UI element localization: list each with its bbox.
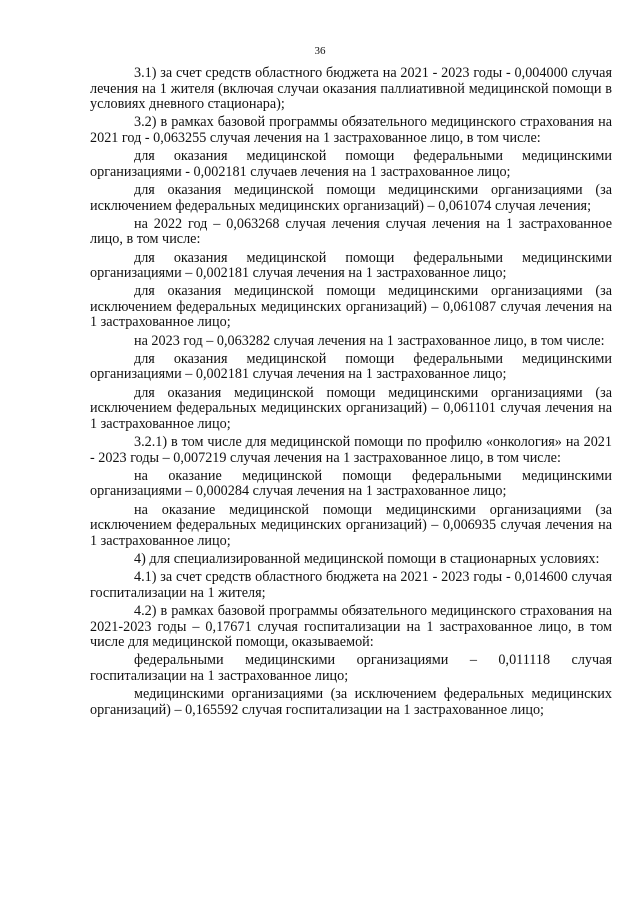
paragraph-3-2-1-oncology: 3.2.1) в том числе для медицинской помощи по профилю «онкология» на 2021 - 2023 годы – 0,007219 случая лечения на 1 застрахованное лицо, в том числе: bbox=[90, 434, 612, 466]
page-number: 36 bbox=[314, 45, 326, 57]
paragraph-4-2-federal: федеральными медицинскими организациями – 0,011118 случая госпитализации на 1 застрахованное лицо; bbox=[90, 652, 612, 684]
paragraph-nonfederal-2021: для оказания медицинской помощи медицинскими организациями (за исключением федеральных медицинских организаций) – 0,061074 случая лечения; bbox=[90, 181, 612, 214]
paragraph-4-2: 4.2) в рамках базовой программы обязательного медицинского страхования на 2021-2023 годы – 0,17671 случая госпитализации на 1 застрахованное лицо, в том числе для медицинской помощи, оказываемой: bbox=[90, 602, 612, 651]
paragraph-oncology-federal: на оказание медицинской помощи федеральными медицинскими организациями – 0,000284 случая лечения на 1 застрахованное лицо; bbox=[90, 467, 612, 500]
document-body bbox=[90, 66, 612, 721]
paragraph-4-1: 4.1) за счет средств областного бюджета на 2021 - 2023 годы - 0,014600 случая госпитализации на 1 жителя; bbox=[90, 569, 612, 601]
paragraph-federal-2023: для оказания медицинской помощи федеральными медицинскими организациями – 0,002181 случая лечения на 1 застрахованное лицо; bbox=[90, 350, 612, 383]
paragraph-2022: на 2022 год – 0,063268 случая лечения случая лечения на 1 застрахованное лицо, в том числе: bbox=[90, 215, 612, 248]
paragraph-nonfederal-2022: для оказания медицинской помощи медицинскими организациями (за исключением федеральных медицинских организаций) – 0,061087 случая лечения на 1 застрахованное лицо; bbox=[90, 283, 612, 331]
paragraph-oncology-nonfederal: на оказание медицинской помощи медицинскими организациями (за исключением федеральных медицинских организаций) – 0,006935 случая лечения на 1 застрахованное лицо; bbox=[90, 501, 612, 549]
paragraph-3-1: 3.1) за счет средств областного бюджета на 2021 - 2023 годы - 0,004000 случая лечения на 1 жителя (включая случаи оказания паллиативной медицинской помощи в условиях дневного стационара); bbox=[90, 65, 612, 113]
paragraph-2023: на 2023 год – 0,063282 случая лечения на 1 застрахованное лицо, в том числе: bbox=[134, 332, 605, 349]
paragraph-4-2-nonfederal: медицинскими организациями (за исключением федеральных медицинских организаций) – 0,165592 случая госпитализации на 1 застрахованное лицо; bbox=[90, 686, 612, 718]
paragraph-nonfederal-2023: для оказания медицинской помощи медицинскими организациями (за исключением федеральных медицинских организаций) – 0,061101 случая лечения на 1 застрахованное лицо; bbox=[90, 384, 612, 432]
paragraph-federal-2022: для оказания медицинской помощи федеральными медицинскими организациями – 0,002181 случая лечения на 1 застрахованное лицо; bbox=[90, 249, 612, 282]
paragraph-3-2: 3.2) в рамках базовой программы обязательного медицинского страхования на 2021 год - 0,063255 случая лечения на 1 застрахованное лицо, в том числе: bbox=[90, 114, 612, 146]
paragraph-4: 4) для специализированной медицинской помощи в стационарных условиях: bbox=[134, 550, 600, 567]
paragraph-federal-2021: для оказания медицинской помощи федеральными медицинскими организациями - 0,002181 случаев лечения на 1 застрахованное лицо; bbox=[90, 148, 612, 180]
